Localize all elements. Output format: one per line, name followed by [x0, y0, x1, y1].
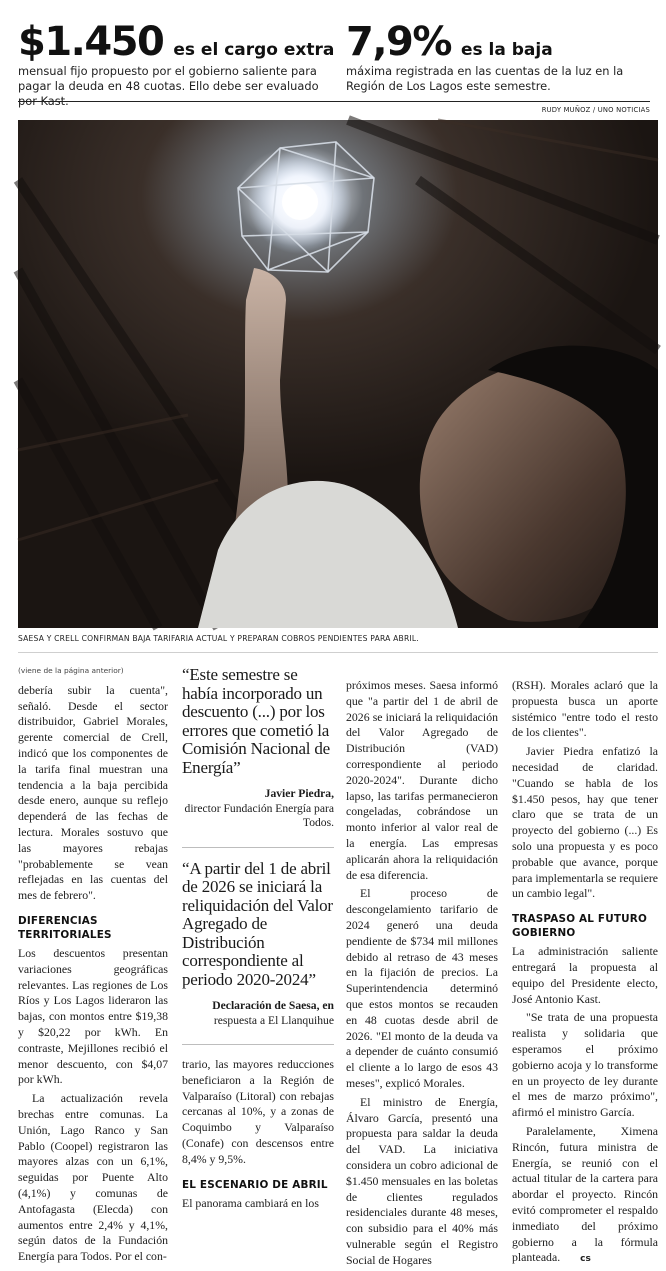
paragraph: Los descuentos presentan variaciones geográficas relevantes. Las regiones de Los Ríos y Los Lagos lideraron las bajas, con montos entre $19,38 y $20,22 por kWh. En contraste, Mejillones recibió el menor descuento, con $4,07 por kWh.: [18, 945, 168, 1087]
article-column-4: [512, 678, 658, 1271]
paragraph: próximos meses. Saesa informó que "a partir del 1 de abril de 2026 se iniciará la reliquidación del Valor Agregado de Distribución (VAD) correspondiente al periodo 2020-2024". Durante dicho lapso, las tarifas permanecieron congeladas, cobrándose un monto inferior al valor real de la energía. Las empresas aplicarán ahora la reliquidación de esa diferencia.: [346, 678, 498, 882]
paragraph: El ministro de Energía, Álvaro García, presentó una propuesta para saldar la deuda del VAD. La iniciativa considera un cobro adicional de $1.450 mensuales en las boletas de clientes regulados residenciales durante 48 meses, con subsidio para el 40% más vulnerable según el Registro Social de Hogares: [346, 1094, 498, 1267]
pull-quote-text: “Este semestre se había incorporado un descuento (...) por los errores que cometió la Comisión Nacional de Energía”: [182, 665, 331, 777]
article-column-2: [182, 666, 334, 1214]
pull-quote-2: [182, 860, 334, 1041]
paragraph: [512, 1124, 658, 1268]
lightbulb-photo: [18, 120, 658, 628]
pull-quote-attribution: [182, 787, 334, 831]
pull-quote-attribution: [182, 999, 334, 1028]
header-divider: [18, 101, 650, 102]
stat-baja: [346, 19, 650, 94]
continued-note: (viene de la página anterior): [18, 666, 124, 675]
stat-description: máxima registrada en las cuentas de la luz en la Región de Los Lagos este semestre.: [346, 64, 624, 93]
stat-number: 7,9%: [346, 19, 451, 65]
article-column-1: [18, 663, 168, 1268]
stat-description: mensual fijo propuesto por el gobierno saliente para pagar la deuda en 48 cuotas. Ello debe ser evaluado por Kast.: [18, 64, 319, 108]
stat-label: es el cargo extra: [173, 40, 335, 60]
paragraph: "Se trata de una propuesta realista y solidaria que esperamos el próximo gobierno acoja y lo transforme en un proyecto de ley durante el mes de marzo próximo", afirmó el ministro García.: [512, 1010, 658, 1120]
paragraph: (RSH). Morales aclaró que la propuesta busca un aporte sistémico "entre todo el resto de los clientes".: [512, 678, 658, 740]
paragraph: Javier Piedra enfatizó la necesidad de claridad. "Cuando se habla de los $1.450 pesos, hay que tener claro que se trata de un proyecto del gobierno (...) Es solo una propuesta y es poco probable que avance, porque para implementarla se requiere un cambio legal".: [512, 744, 658, 901]
section-heading: EL ESCENARIO DE ABRIL: [182, 1178, 328, 1191]
end-mark-icon: cs: [580, 1254, 591, 1265]
quote-author-name: Javier Piedra,: [264, 787, 334, 800]
photo-credit: RUDY MUÑOZ / UNO NOTICIAS: [541, 106, 650, 114]
photo-caption: SAESA Y CRELL CONFIRMAN BAJA TARIFARIA ACTUAL Y PREPARAN COBROS PENDIENTES PARA ABRIL.: [18, 634, 419, 643]
paragraph: debería subir la cuenta", señaló. Desde el sector distribuidor, Gabriel Morales, gerente comercial de Crell, indicó que los componentes de la tarifa final muestran una tendencia a la baja percibida desde enero, aunque su reflejo dependerá de las fechas de lectura. Morales sostuvo que las mayores rebajas "probablemente se vean reflejadas en las cuentas del mes de febrero".: [18, 682, 168, 903]
caption-divider: [18, 652, 658, 653]
paragraph-text: Paralelamente, Ximena Rincón, futura ministra de Energía, se reunió con el actual titular de la cartera para abordar el proyecto. Rincón evitó comprometer el respaldo inmediato del próximo gobierno a la fórmula planteada.: [512, 1123, 658, 1265]
paragraph: El proceso de descongelamiento tarifario de 2024 generó una deuda pendiente de $734 mil millones debido al retraso de 43 meses en la fijación de precios. La Superintendencia determinó que estos montos se recauden en 48 cuotas desde abril de 2026. "El monto de la deuda va a depender de cuánto consumió el cliente a lo largo de esos 43 meses", explicó Morales.: [346, 886, 498, 1090]
pull-quote-1: [182, 666, 334, 843]
quote-divider: [182, 1044, 334, 1045]
paragraph: La actualización revela brechas entre comunas. La Unión, Lago Ranco y San Pablo (Coopel) registraron las mayores alzas con un 6,1%, seguidas por Puente Alto (4,1%) y comunas de Antofagasta (Elecda) con aumentos entre 2,4% y 4,1%, según datos de la Fundación Energía para Todos. Por el con-: [18, 1091, 168, 1264]
quote-author-role: respuesta a El Llanquihue: [213, 1013, 334, 1027]
stat-number: $1.450: [18, 19, 164, 65]
stat-label: es la baja: [460, 40, 553, 60]
quote-author-name: Declaración de Saesa, en: [212, 999, 334, 1012]
quote-divider: [182, 847, 334, 848]
paragraph: trario, las mayores reducciones beneficiaron a la Región de Valparaíso (Litoral) con rebajas cercanas al 10%, y a zonas de Coquimbo y Valparaíso (Conafe) con descensos entre 8,4% y 9,5%.: [182, 1057, 334, 1166]
section-heading: DIFERENCIAS TERRITORIALES: [18, 914, 112, 941]
paragraph: La administración saliente entregará la propuesta al equipo del Presidente electo, José Antonio Kast.: [512, 944, 658, 1006]
paragraph: El panorama cambiará en los: [182, 1195, 319, 1210]
article-column-3: [346, 678, 498, 1271]
stat-cargo-extra: [18, 19, 335, 109]
pull-quote-text: “A partir del 1 de abril de 2026 se iniciará la reliquidación del Valor Agregado de Distribución correspondiente al periodo 2020-2024”: [182, 858, 333, 989]
section-heading: TRASPASO AL FUTURO GOBIERNO: [512, 913, 648, 940]
quote-author-role: director Fundación Energía para Todos.: [184, 801, 334, 829]
